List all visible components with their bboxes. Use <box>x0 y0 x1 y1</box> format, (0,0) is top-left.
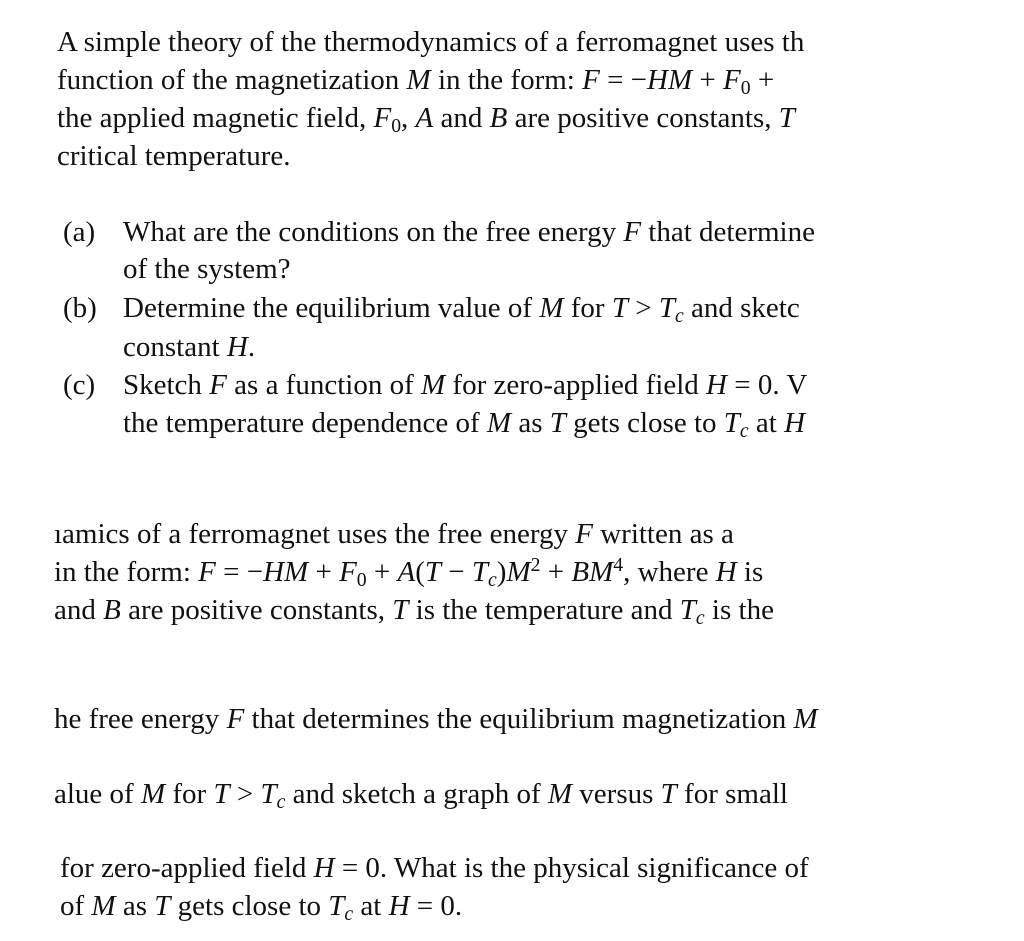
intro-line-1 <box>57 28 804 57</box>
intro-line-4-text: critical temperature. <box>57 140 291 172</box>
top-fragment <box>0 0 904 460</box>
bottom-intro-line-3: and B are positive constants, T is the temperature and $T_c$ is the <box>54 594 774 629</box>
question-b-line-2: constant H. <box>123 331 256 363</box>
question-b-line-1: Determine the equilibrium value of M for $T > T_c$ and sketc <box>123 292 800 327</box>
question-c-label: (c) <box>63 369 96 401</box>
question-a-line-1: What are the conditions on the free energy F that determine <box>123 216 815 248</box>
bottom-fragment <box>0 500 1024 941</box>
question-a-line-2 <box>123 255 291 284</box>
intro-line-4 <box>57 142 290 171</box>
bottom-intro-line-1: ıamics of a ferromagnet uses the free energy F written as a <box>54 518 734 550</box>
intro-line-2: function of the magnetization M in the form: $F = -HM + F_0$ + <box>57 64 775 99</box>
bottom-item-a: he free energy F that determines the equilibrium magnetization M <box>54 703 818 735</box>
question-c-line-1: Sketch F as a function of M for zero-applied field H = 0. V <box>123 369 808 401</box>
question-b-label: (b) <box>63 292 97 324</box>
question-a-line-2-text: of the system? <box>123 253 291 285</box>
question-c-line-2: the temperature dependence of M as T gets close to $T_c$ at H <box>123 407 806 442</box>
bottom-item-c-line-1: for zero-applied field H = 0. What is the physical significance of <box>60 852 809 884</box>
bottom-item-b: alue of M for $T > T_c$ and sketch a graph of M versus T for small <box>54 778 788 813</box>
question-a-label: (a) <box>63 216 96 248</box>
bottom-intro-line-2: in the form: $F = -HM + F_0 + A(T - T_c)M^2 + BM^4$, where H is <box>54 554 764 591</box>
intro-line-3: the applied magnetic field, $F_0$, A and B are positive constants, T <box>57 102 795 137</box>
bottom-item-c-line-2: of M as T gets close to $T_c$ at H = 0. <box>60 890 463 925</box>
intro-line-1-text: A simple theory of the thermodynamics of a ferromagnet uses th <box>57 26 805 58</box>
